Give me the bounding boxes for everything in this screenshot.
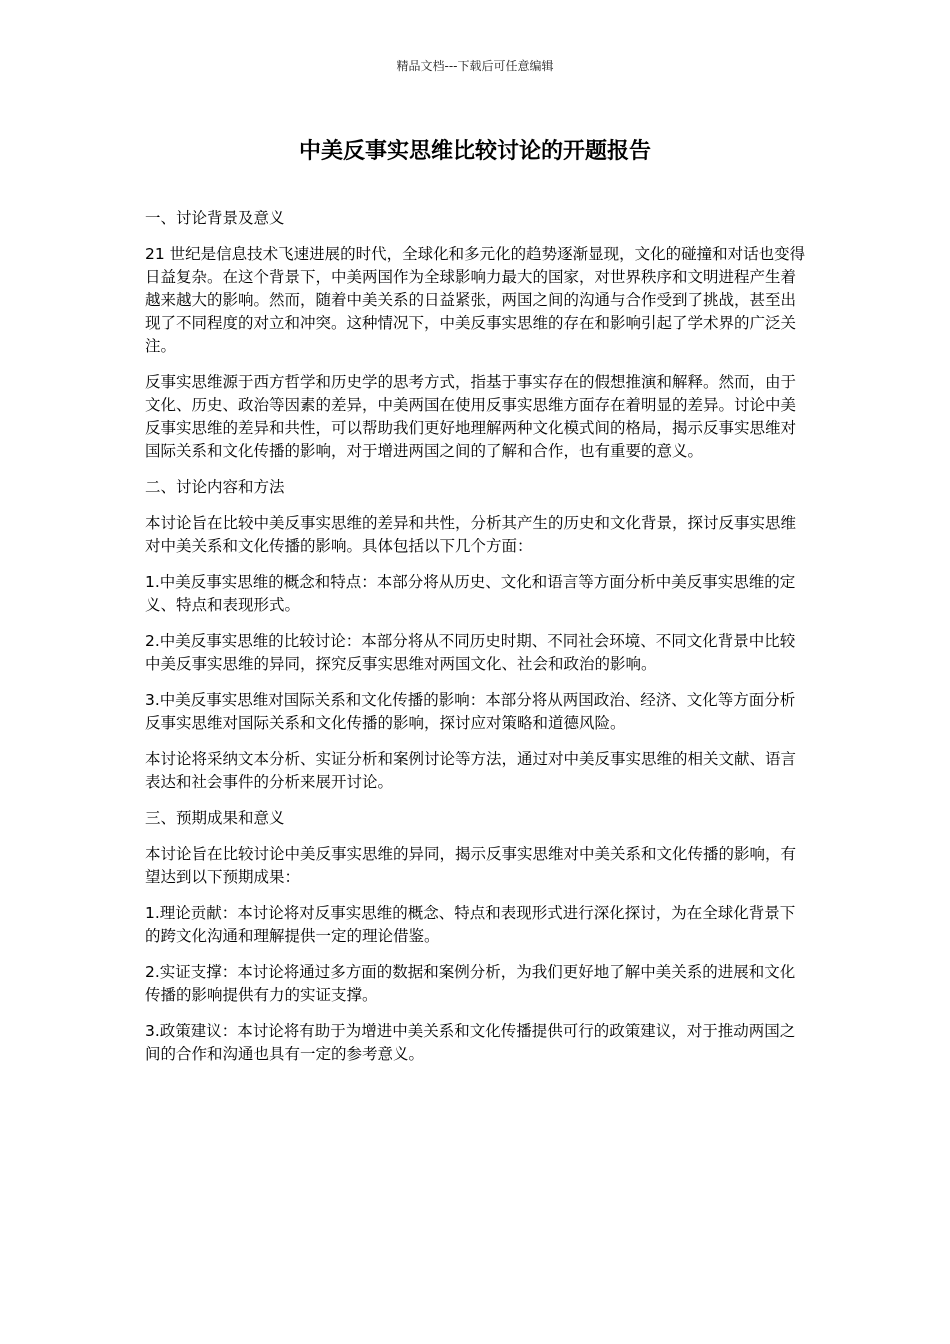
paragraph-content-item-1: 1.中美反事实思维的概念和特点：本部分将从历史、文化和语言等方面分析中美反事实思维的定义、特点和表现形式。 bbox=[145, 573, 796, 614]
paragraph-content-intro: 本讨论旨在比较中美反事实思维的差异和共性，分析其产生的历史和文化背景，探讨反事实思维对中美关系和文化传播的影响。具体包括以下几个方面： bbox=[145, 514, 797, 555]
paragraph-content-item-2: 2.中美反事实思维的比较讨论：本部分将从不同历史时期、不同社会环境、不同文化背景中比较中美反事实思维的异同，探究反事实思维对两国文化、社会和政治的影响。 bbox=[145, 632, 796, 673]
paragraph-methods: 本讨论将采纳文本分析、实证分析和案例讨论等方法，通过对中美反事实思维的相关文献、语言表达和社会事件的分析来展开讨论。 bbox=[145, 750, 797, 791]
section-heading-background: 一、讨论背景及意义 bbox=[145, 209, 285, 227]
paragraph-outcome-1: 1.理论贡献：本讨论将对反事实思维的概念、特点和表现形式进行深化探讨，为在全球化背景下的跨文化沟通和理解提供一定的理论借鉴。 bbox=[145, 904, 796, 945]
page-header: 精品文档---下载后可任意编辑 bbox=[396, 59, 554, 73]
section-heading-outcomes: 三、预期成果和意义 bbox=[145, 809, 285, 827]
section-heading-content-methods: 二、讨论内容和方法 bbox=[145, 478, 285, 496]
document-title: 中美反事实思维比较讨论的开题报告 bbox=[298, 139, 651, 164]
paragraph-background-1: 21 世纪是信息技术飞速进展的时代，全球化和多元化的趋势逐渐显现，文化的碰撞和对话也变得日益复杂。在这个背景下，中美两国作为全球影响力最大的国家，对世界秩序和文明进程产生着越来越大的影响。然而，随着中美关系的日益紧张，两国之间的沟通与合作受到了挑战，甚至出现了不同程度的对立和冲突。这种情况下，中美反事实思维的存在和影响引起了学术界的广泛关注。 bbox=[145, 245, 806, 355]
paragraph-outcomes-intro: 本讨论旨在比较讨论中美反事实思维的异同，揭示反事实思维对中美关系和文化传播的影响，有望达到以下预期成果： bbox=[145, 845, 797, 886]
paragraph-outcome-2: 2.实证支撑：本讨论将通过多方面的数据和案例分析，为我们更好地了解中美关系的进展和文化传播的影响提供有力的实证支撑。 bbox=[145, 963, 796, 1004]
paragraph-content-item-3: 3.中美反事实思维对国际关系和文化传播的影响：本部分将从两国政治、经济、文化等方面分析反事实思维对国际关系和文化传播的影响，探讨应对策略和道德风险。 bbox=[145, 691, 796, 732]
paragraph-background-2: 反事实思维源于西方哲学和历史学的思考方式，指基于事实存在的假想推演和解释。然而，由于文化、历史、政治等因素的差异，中美两国在使用反事实思维方面存在着明显的差异。讨论中美反事实思维的差异和共性，可以帮助我们更好地理解两种文化模式间的格局，揭示反事实思维对国际关系和文化传播的影响，对于增进两国之间的了解和合作，也有重要的意义。 bbox=[145, 373, 797, 460]
document-body bbox=[145, 207, 809, 1079]
paragraph-outcome-3: 3.政策建议：本讨论将有助于为增进中美关系和文化传播提供可行的政策建议，对于推动两国之间的合作和沟通也具有一定的参考意义。 bbox=[145, 1022, 796, 1063]
